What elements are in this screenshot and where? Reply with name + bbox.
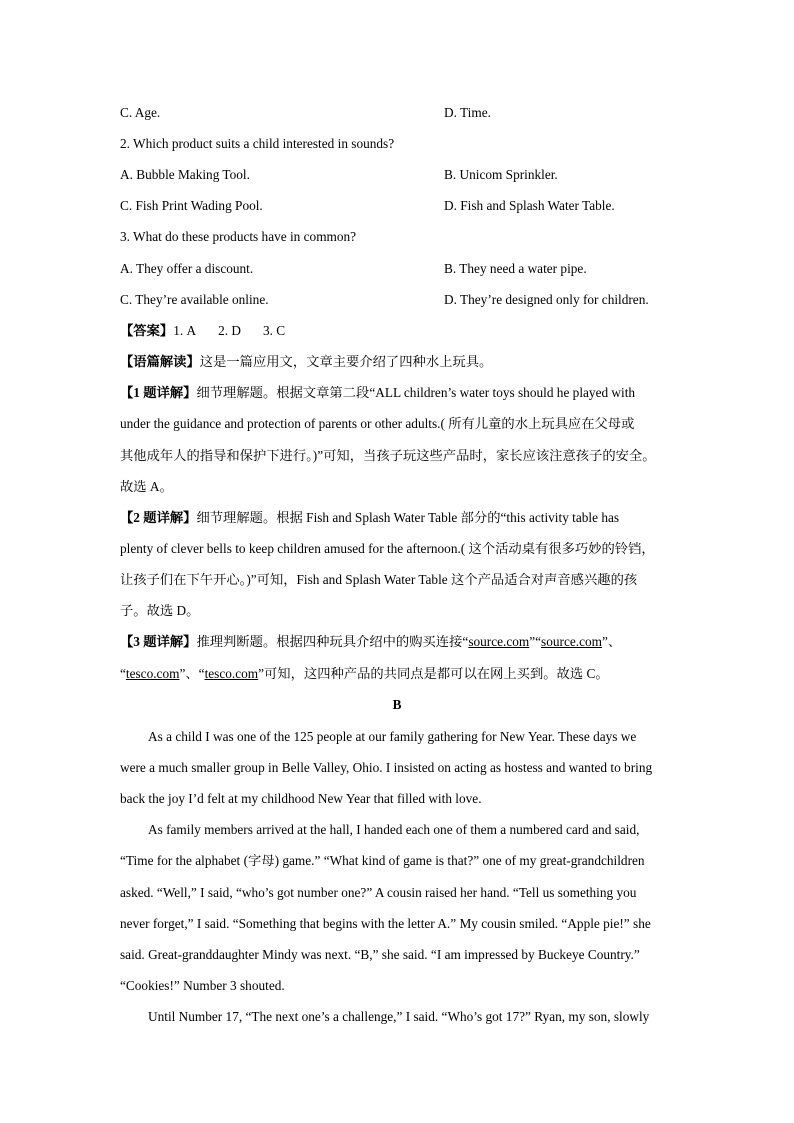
answer-line — [120, 323, 285, 339]
analysis-line — [120, 354, 492, 370]
passage-p2-line1: As family members arrived at the hall, I handed each one of them a numbered card and said, — [148, 822, 640, 837]
passage-p1-line3: back the joy I’d felt at my childhood New Year that filled with love. — [120, 791, 482, 806]
detail2-line2: plenty of clever bells to keep children amused for the afternoon.( 这个活动桌有很多巧妙的铃铛， — [120, 541, 655, 556]
detail1-line4: 故选 A。 — [120, 479, 173, 494]
detail2-line3: 让孩子们在下午开心。)”可知，Fish and Splash Water Table 这个产品适合对声音感兴趣的孩 — [120, 572, 638, 587]
detail3-line1 — [120, 634, 621, 650]
tesco-link-1[interactable]: tesco.com — [125, 666, 180, 681]
q3-option-a: A. They offer a discount. — [120, 261, 254, 276]
q3-option-b: B. They need a water pipe. — [444, 261, 587, 276]
detail1-line1 — [120, 385, 635, 401]
detail1-line3: 其他成年人的指导和保护下进行。)”可知，当孩子玩这些产品时，家长应该注意孩子的安全。 — [120, 448, 656, 463]
detail3-sep-2: ”、 — [601, 634, 622, 649]
q2-question: 2. Which product suits a child interested in sounds? — [120, 136, 395, 151]
detail3-quote-open: “ — [120, 666, 126, 681]
answer-2: 2. D — [218, 323, 241, 338]
source-link-1[interactable]: source.com — [468, 634, 530, 649]
answer-3: 3. C — [263, 323, 286, 338]
detail2-text1: 细节理解题。根据 Fish and Splash Water Table 部分的“this activity table has — [196, 510, 620, 525]
detail2-label: 【2 题详解】 — [120, 510, 197, 525]
answer-1: 1. A — [173, 323, 197, 338]
section-title: B — [392, 697, 402, 712]
passage-p2-line4: never forget,” I said. “Something that begins with the letter A.” My cousin smiled. “Apple pie!” she — [120, 916, 651, 931]
tesco-link-2[interactable]: tesco.com — [204, 666, 259, 681]
q2-option-b: B. Unicom Sprinkler. — [444, 167, 558, 182]
detail1-label: 【1 题详解】 — [120, 385, 197, 400]
q3-option-d: D. They’re designed only for children. — [444, 292, 649, 307]
detail2-line1 — [120, 510, 619, 526]
q3-question: 3. What do these products have in common? — [120, 229, 357, 244]
detail1-line2: under the guidance and protection of parents or other adults.( 所有儿童的水上玩具应在父母或 — [120, 416, 635, 431]
detail3-line2 — [120, 666, 609, 682]
q1-option-d: D. Time. — [444, 105, 491, 120]
passage-p2-line5: said. Great-granddaughter Mindy was next. “B,” she said. “I am impressed by Buckeye Country.” — [120, 947, 640, 962]
q2-option-a: A. Bubble Making Tool. — [120, 167, 250, 182]
q3-option-c: C. They’re available online. — [120, 292, 269, 307]
passage-p1-line1: As a child I was one of the 125 people at our family gathering for New Year. These days we — [148, 729, 637, 744]
passage-p2-line2: “Time for the alphabet (字母) game.” “What kind of game is that?” one of my great-grandchildren — [120, 853, 645, 868]
passage-p2-line6: “Cookies!” Number 3 shouted. — [120, 978, 285, 993]
detail1-text1: 细节理解题。根据文章第二段“ALL children’s water toys should he played with — [196, 385, 636, 400]
source-link-2[interactable]: source.com — [541, 634, 602, 649]
detail3-label: 【3 题详解】 — [120, 634, 197, 649]
analysis-text: 这是一篇应用文，文章主要介绍了四种水上玩具。 — [199, 354, 493, 369]
passage-p2-line3: asked. “Well,” I said, “who’s got number one?” A cousin raised her hand. “Tell us something you — [120, 885, 637, 900]
detail3-text-post: ”可知，这四种产品的共同点是都可以在网上买到。故选 C。 — [258, 666, 609, 681]
q2-option-d: D. Fish and Splash Water Table. — [444, 198, 615, 213]
detail3-sep-1: ”“ — [529, 634, 542, 649]
passage-p3-line1: Until Number 17, “The next one’s a challenge,” I said. “Who’s got 17?” Ryan, my son, slowly — [148, 1009, 650, 1024]
answer-label: 【答案】 — [120, 323, 174, 338]
passage-p1-line2: were a much smaller group in Belle Valley, Ohio. I insisted on acting as hostess and wanted to bring — [120, 760, 653, 775]
analysis-label: 【语篇解读】 — [120, 354, 200, 369]
detail3-text-pre: 推理判断题。根据四种玩具介绍中的购买连接“ — [196, 634, 469, 649]
q1-option-c: C. Age. — [120, 105, 161, 120]
detail3-sep-3: ”、“ — [179, 666, 205, 681]
detail2-line4: 子。故选 D。 — [120, 603, 200, 618]
q2-option-c: C. Fish Print Wading Pool. — [120, 198, 263, 213]
